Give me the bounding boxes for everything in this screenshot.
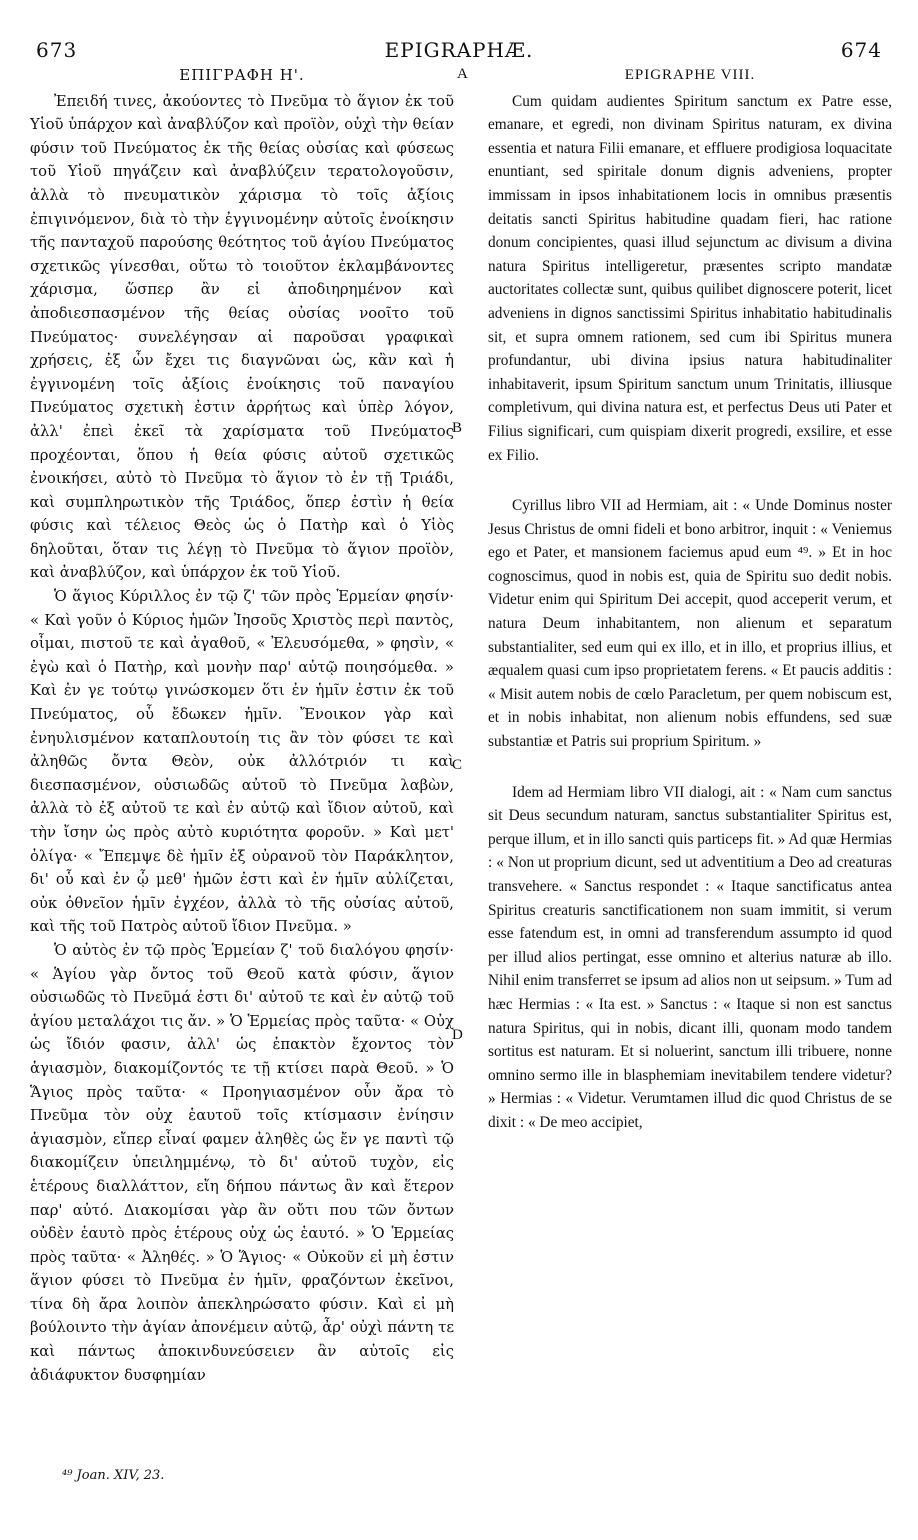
right-page-number: 674 bbox=[840, 38, 882, 62]
greek-column bbox=[30, 64, 454, 1387]
margin-marker-d: D bbox=[452, 1027, 463, 1043]
latin-paragraph: Cum quidam audientes Spiritum sanctum ex Patre esse, emanare, et egredi, non divinam Spiritus naturam, ex divina essentia et natura Filii emanare, et effluere prodigiosa loquacitate enuntiant, sed spiritale donum dignis adveniens, propter immissam in ipsos inhabitationem locis in omnibus præsentis deitatis sancti Spiritus habitudine quadam fieri, hac ratione donum concipientes, quasi illud sejunctum ac divisum a divina natura Spiritus intelligeretur, præsentes scripto mandatæ auctoritates collectæ sunt, quibus quilibet dignoscere poterit, licet adveniens in dignos sanctissimi Spiritus inhabitatio habitudinalis sit, et supra omnem rationem, sed cum ibi Spiritus munera profundantur, ubi divina ipsius natura habitudinaliter inhabitaverit, ipsum Spiritum sanctum unum Trinitatis, illiusque completivum, qui divina natura est, et perfectus Deus uti Pater et Filius significari, cum quispiam dixerit progredi, exsilire, et esse ex Filio. bbox=[488, 92, 892, 464]
margin-marker-a: A bbox=[457, 66, 468, 82]
latin-column bbox=[488, 64, 892, 1135]
margin-marker-b: B bbox=[452, 420, 463, 436]
greek-column-title: ΕΠΙΓΡΑΦΗ Η'. bbox=[179, 66, 305, 84]
greek-paragraph: Ἐπειδή τινες, ἀκούοντες τὸ Πνεῦμα τὸ ἅγιον ἐκ τοῦ Υἱοῦ ὑπάρχον καὶ ἀναβλύζον καὶ προϊὸν, οὐχὶ τὴν θείαν φύσιν τοῦ Πνεύματος ἐκ τῆς θείας οὐσίας καὶ φύσεως τοῦ Υἱοῦ πηγάζειν καὶ ἀναβλύζειν τερατολογοῦσιν, ἀλλὰ τὸ πνευματικὸν χάρισμα τὸ τοῖς ἀξίοις ἐπιγινόμενον, διὰ τὸ τὴν ἐγγινομένην αὐτοῖς ἐνοίκησιν τῆς πανταχοῦ παρούσης θεότητος τοῦ ἁγίου Πνεύματος σχετικῶς γίνεσθαι, οὕτω τὸ τοιοῦτον ἐκλαμβάνοντες χάρισμα, ὥσπερ ἂν εἰ ἀποδιηρημένον καὶ ἀποδιεσπασμένον τῆς θείας οὐσίας νοοῖτο τοῦ Πνεύματος· συνελέγησαν αἱ παροῦσαι γραφικαὶ χρήσεις, ἐξ ὧν ἔχει τις διαγνῶναι ὡς, κἂν καὶ ἡ ἐγγινομένη τοῖς ἀξίοις ἐνοίκησις τοῦ παναγίου Πνεύματος σχετικὴ ἐστιν ἀρρήτως καὶ ὑπὲρ λόγον, ἀλλ' ἐπεὶ ἐκεῖ τὰ χαρίσματα τοῦ Πνεύματος προχέονται, ὅπου ἡ θεία φύσις αὐτοῦ σχετικῶς ἐνοικήσει, αὐτὸ τὸ Πνεῦμα τὸ ἅγιον τὸ ἐν τῇ Τριάδι, καὶ συμπληρωτικὸν τῆς Τριάδος, ὅπερ ἐστὶν ἡ θεία φύσις καὶ τέλειος Θεὸς ὡς ὁ Πατὴρ καὶ ὁ Υἱὸς δηλοῦται, ὅταν τις λέγῃ τὸ Πνεῦμα τὸ ἅγιον προϊὸν, καὶ ἀναβλύζον, καὶ ὑπάρχον ἐκ τοῦ Υἱοῦ. bbox=[30, 92, 454, 582]
footnote: ⁴⁹ Joan. XIV, 23. bbox=[62, 1468, 165, 1483]
greek-paragraph: Ὁ αὐτὸς ἐν τῷ πρὸς Ἑρμείαν ζ' τοῦ διαλόγου φησίν· « Ἁγίου γὰρ ὄντος τοῦ Θεοῦ κατὰ φύσιν, ἅγιον οὐσιωδῶς τὸ Πνεῦμά ἐστι δι' αὐτοῦ τε καὶ ἐν αὐτῷ τοῦ ἁγίου μεταλάχοι τις ἄν. » Ὁ Ἑρμείας πρὸς ταῦτα· « Οὐχ ὡς ἴδιόν φασιν, ἀλλ' ὡς ἐπακτὸν ἔχοντος τὸν ἁγιασμὸν, διακομίζοντός τε τῇ κτίσει παρὰ Θεοῦ. » Ὁ Ἅγιος πρὸς ταῦτα· « Προηγιασμένον οὖν ἄρα τὸ Πνεῦμα τὸν οὐχ ἑαυτοῦ τοῖς κτίσμασιν ἐνίησιν ἁγιασμὸν, εἴπερ εἶναί φαμεν ἀληθὲς ὡς ἔν γε παντὶ τῷ διακομίζειν ὑπειλημμένῳ, τὸ δι' αὐτοῦ τυχὸν, εἰς ἑτέρους διαλλάττον, εἴη δήπου πάντως ἂν καὶ ἕτερον παρ' αὐτό. Διακομίσαι γὰρ ἂν οὔτι που τῶν ὄντων οὐδὲν ἑαυτὸ πρὸς ἑτέρους οὐχ ὡς ἑαυτό. » Ὁ Ἑρμείας πρὸς ταῦτα· « Ἀληθές. » Ὁ Ἅγιος· « Οὐκοῦν εἰ μὴ ἐστιν ἅγιον φύσει τὸ Πνεῦμα ἐν ἡμῖν, φραζόντων ἐκεῖνοι, τίνα δὴ ἄρα λοιπὸν ἀπεκληρώσατο φύσιν. Καὶ εἰ μὴ βούλοιντο τὴν ἁγίαν ἀπονέμειν αὐτῷ, ἆρ' οὐχὶ πάντη τε καὶ πάντως ἀποκινδυνεύσειεν ἂν αὐτοῖς εἰς ἀδιάφυκτον δυσφημίαν bbox=[30, 941, 454, 1384]
latin-column-title: EPIGRAPHE VIII. bbox=[624, 67, 756, 83]
latin-paragraph: Cyrillus libro VII ad Hermiam, ait : « Unde Dominus noster Jesus Christus de omni fideli et bono arbitror, inquit : « Veniemus ego et Pater, et mansionem faciemus apud eum ⁴⁹. » Et in hoc cognoscimus, quod in nobis est, quia de Spiritu suo dedit nobis. Videtur enim qui Spiritum Dei accepit, quod acceperit verum, et natura Deum inhabitantem, non alienum et separatum substantialiter, sed eum qui ex illo, et in illo, et proprius illius, et æqualem quasi cum ipso proprietatem ferens. « Et paucis additis : « Misit autem nobis de cœlo Paracletum, per quem nobiscum est, et in nobis inhabitat, non alienum nobis effundens, sed suæ substantiæ et Patris sui proprium Spiritum. » bbox=[488, 497, 892, 751]
margin-marker-c: C bbox=[452, 757, 463, 773]
left-page-number: 673 bbox=[36, 38, 78, 62]
greek-paragraph: Ὁ ἅγιος Κύριλλος ἐν τῷ ζ' τῶν πρὸς Ἑρμείαν φησίν· « Καὶ γοῦν ὁ Κύριος ἡμῶν Ἰησοῦς Χριστὸς περὶ παντὸς, οἶμαι, πιστοῦ τε καὶ ἀγαθοῦ, « Ἐλευσόμεθα, » φησὶν, « ἐγὼ καὶ ὁ Πατὴρ, καὶ μονὴν παρ' αὐτῷ ποιησόμεθα. » Καὶ ἐν γε τούτῳ γινώσκομεν ὅτι ἐν ἡμῖν ἐστιν ἐκ τοῦ Πνεύματος, οὗ ἔδωκεν ἡμῖν. Ἔνοικον γὰρ καὶ ἐνηυλισμένον καταπλουτοίη τις ἂν τὸν φύσει τε καὶ ἀληθῶς ὄντα Θεὸν, οὐκ ἀλλότριόν τι καὶ διεσπασμένον, οὐσιωδῶς αὐτοῦ τὸ Πνεῦμα λαβὼν, ἀλλὰ τὸ ἐξ αὐτοῦ τε καὶ ἐν αὐτῷ καὶ ἴδιον αὐτοῦ, καὶ τὴν ἴσην ὡς πρὸς αὐτὸ κυριότητα φοροῦν. » Καὶ μετ' ὀλίγα· « Ἔπεμψε δὲ ἡμῖν ἐξ οὐρανοῦ τὸν Παράκλητον, δι' οὗ καὶ ἐν ᾧ μεθ' ἡμῶν ἐστι καὶ ἐν ἡμῖν αὐλίζεται, οὐκ ὀθνεῖον ἡμῖν ἐγχέον, ἀλλὰ τὸ τῆς οὐσίας αὐτοῦ, καὶ τῆς τοῦ Πατρὸς αὐτοῦ ἴδιον Πνεῦμα. » bbox=[30, 588, 454, 936]
latin-paragraph: Idem ad Hermiam libro VII dialogi, ait : « Nam cum sanctus sit Deus secundum naturam, sanctus substantialiter Spiritus est, perque illum, et in illo sancti quis particeps fit. » Ad quæ Hermias : « Non ut proprium dicunt, sed ut adventitium a Deo ad creaturas transvehere. « Sanctus respondet : « Itaque sanctificatus antea Spiritus creaturis sanctificationem non suam immitit, si verum esse fatendum est, in omni ad transferendum assumpto id quod per illud alios pertingat, esse omnino et alterius naturæ ab illo. Nihil enim transferret se ipsum ad alios non ut seipsum. » Tum ad hæc Hermias : « Ita est. » Sanctus : « Itaque si non est sanctus natura Spiritus, qui in nobis, dicant illi, quonam modo tandem sortitus est naturam. Et si noluerint, sanctum illi tribuere, nonne omnino sermo ille in blasphemiam inevitabilem tendere videtur? » Hermias : « Videtur. Verumtamen illud dic quod Christus de se dixit : « De meo accipiet, bbox=[488, 783, 892, 1131]
running-title: EPIGRAPHÆ. bbox=[384, 38, 534, 62]
